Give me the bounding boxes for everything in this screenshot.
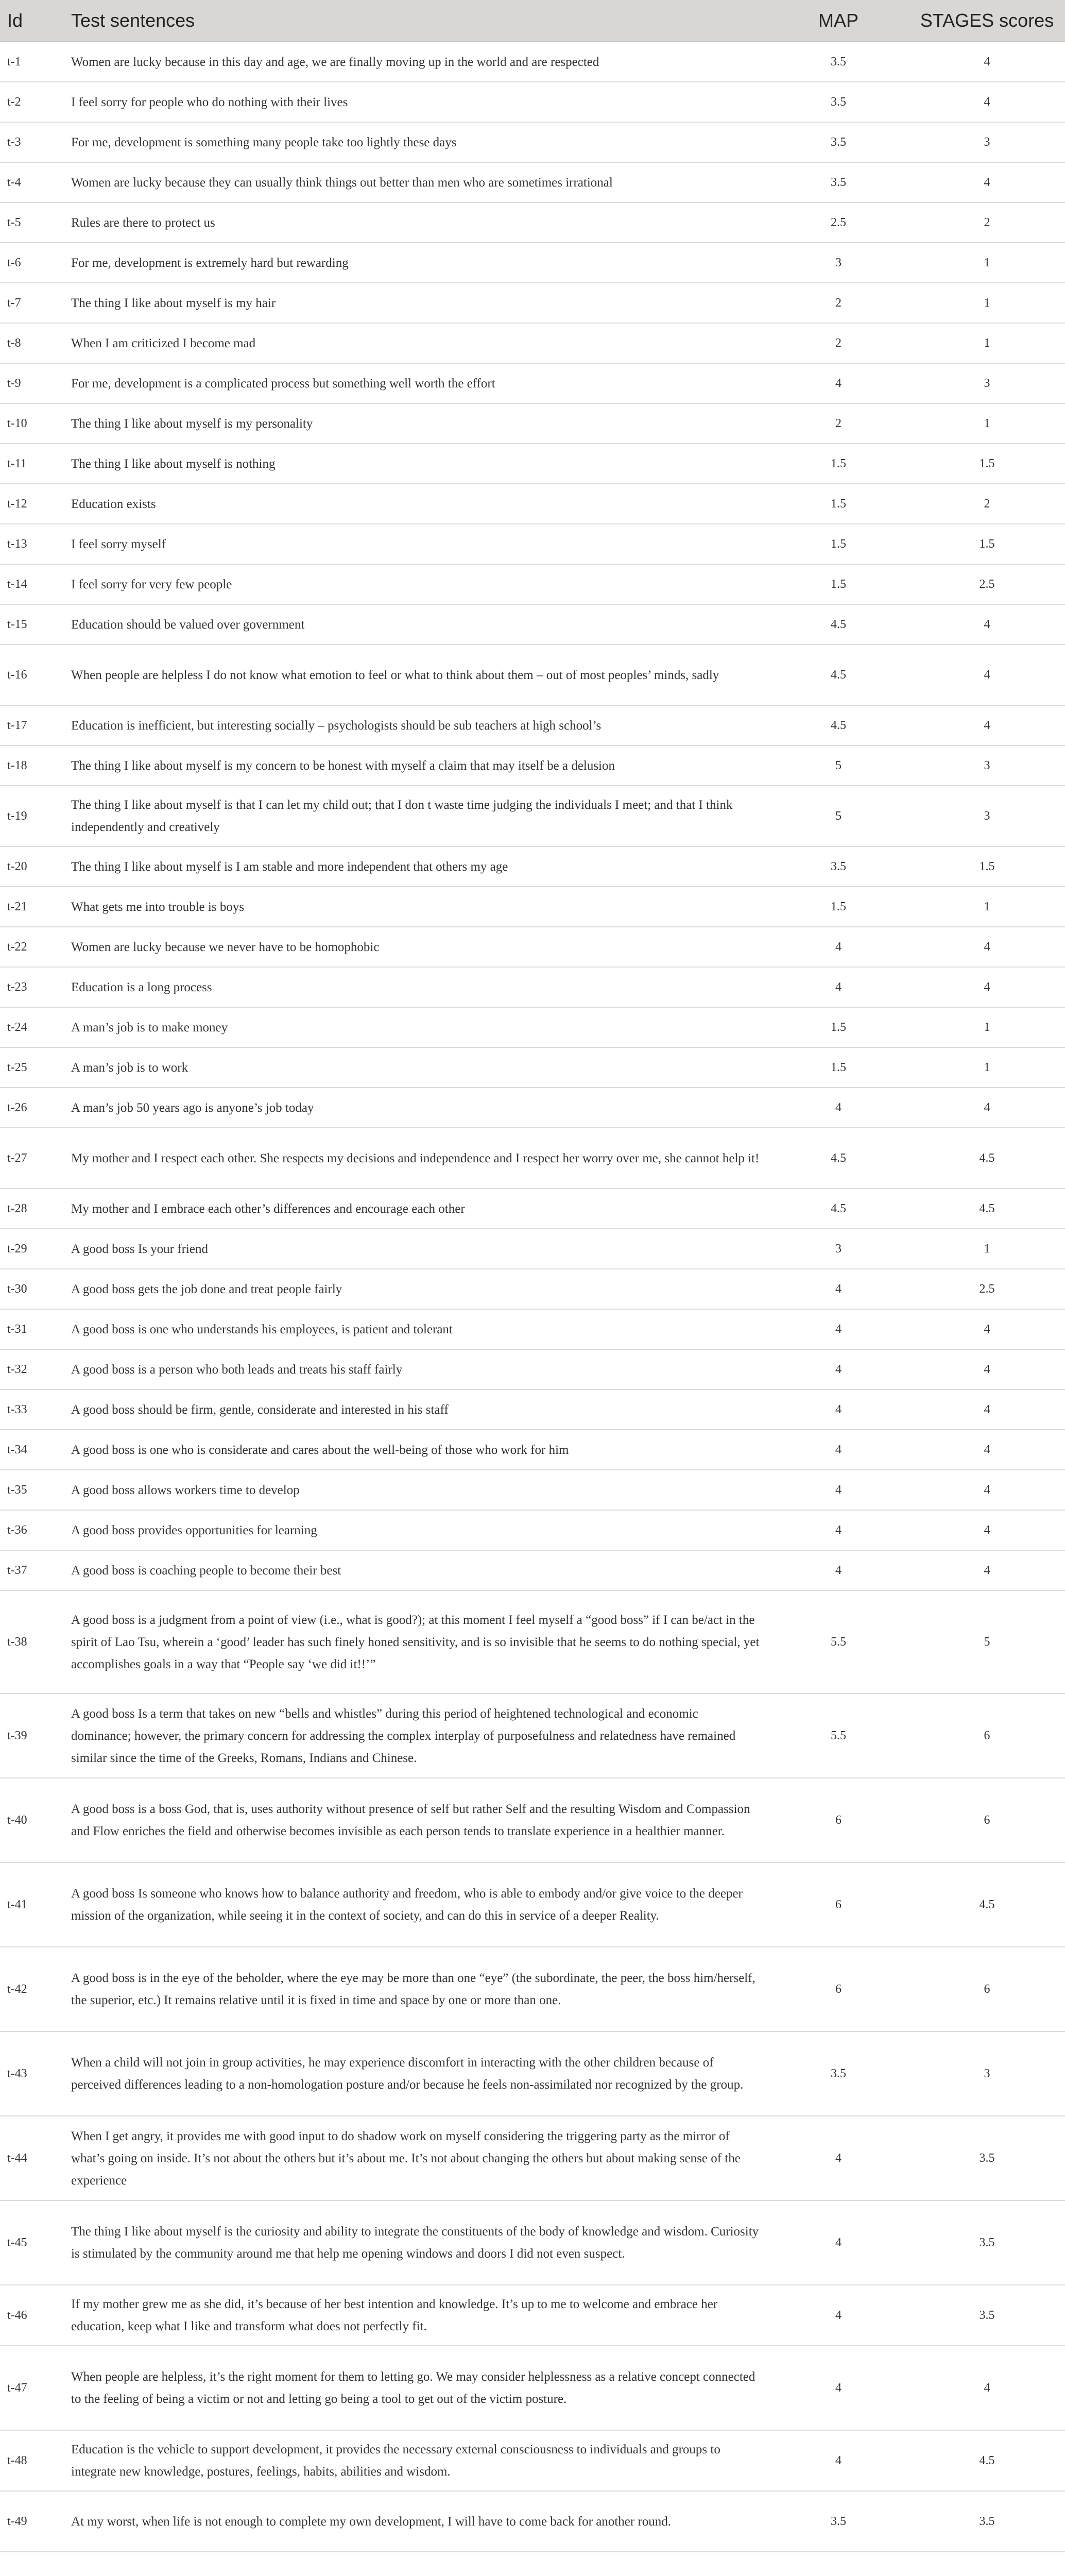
row-id: t-33 (0, 1389, 64, 1430)
row-map-score: 6 (768, 1862, 909, 1947)
row-stages-score: 4.5 (909, 1128, 1065, 1189)
table-row (0, 1470, 1065, 1510)
row-id: t-20 (0, 846, 64, 887)
row-map-score: 4 (768, 927, 909, 967)
row-id: t-16 (0, 645, 64, 705)
table-row (0, 1862, 1065, 1947)
row-sentence: My mother and I embrace each other’s differences and encourage each other (64, 1189, 768, 1229)
row-sentence: I feel sorry for people who do nothing with their lives (64, 82, 768, 122)
row-stages-score: 6 (909, 1778, 1065, 1862)
row-sentence: The thing I like about myself is my personality (64, 403, 768, 444)
row-id: t-28 (0, 1189, 64, 1229)
row-id: t-17 (0, 705, 64, 745)
table-row (0, 1510, 1065, 1550)
row-map-score: 6 (768, 1947, 909, 2031)
row-id: t-4 (0, 162, 64, 202)
row-map-score: 4 (768, 1430, 909, 1470)
row-map-score: 4 (768, 1550, 909, 1590)
table-row (0, 42, 1065, 82)
row-id: t-38 (0, 1590, 64, 1693)
row-sentence: A good boss is a boss God, that is, uses authority without presence of self but rather Self and the resulting Wisdom and Compassion and Flow enriches the field and otherwise becomes invisible as each person tends to translate experience in a healthier manner. (64, 1778, 768, 1862)
row-id: t-21 (0, 887, 64, 927)
row-stages-score: 2 (909, 202, 1065, 243)
row-id: t-23 (0, 967, 64, 1007)
table-row (0, 1590, 1065, 1693)
row-stages-score: 6 (909, 1947, 1065, 2031)
row-map-score: 2 (768, 403, 909, 444)
row-sentence: Education is inefficient, but interesting socially – psychologists should be sub teachers at high school’s (64, 705, 768, 745)
row-map-score: 4 (768, 2285, 909, 2346)
row-id: t-18 (0, 745, 64, 786)
row-sentence: My mother and I respect each other. She respects my decisions and independence and I respect her worry over me, she cannot help it! (64, 1128, 768, 1189)
row-map-score: 3.5 (768, 82, 909, 122)
row-map-score: 4.5 (768, 645, 909, 705)
row-sentence: When people are helpless I do not know what emotion to feel or what to think about them – out of most peoples’ minds, sadly (64, 645, 768, 705)
row-stages-score: 4 (909, 1550, 1065, 1590)
row-id: t-9 (0, 363, 64, 403)
row-id: t-27 (0, 1128, 64, 1189)
row-id: t-13 (0, 524, 64, 564)
row-sentence: Rules are there to protect us (64, 202, 768, 243)
row-map-score: 3.5 (768, 2031, 909, 2116)
row-stages-score: 3 (909, 2031, 1065, 2116)
table-row (0, 243, 1065, 283)
table-row (0, 1047, 1065, 1088)
row-sentence: For me, development is a complicated process but something well worth the effort (64, 363, 768, 403)
row-sentence: For me, development is extremely hard but rewarding (64, 243, 768, 283)
table-row (0, 283, 1065, 323)
row-map-score: 3.5 (768, 122, 909, 162)
row-sentence: I feel sorry for very few people (64, 564, 768, 604)
row-map-score: 4 (768, 363, 909, 403)
row-stages-score: 4.5 (909, 1189, 1065, 1229)
row-id: t-37 (0, 1550, 64, 1590)
row-map-score: 4.5 (768, 1189, 909, 1229)
row-id: t-6 (0, 243, 64, 283)
row-sentence: A good boss Is a term that takes on new “bells and whistles” during this period of heightened technological and economic dominance; however, the primary concern for addressing the complex interplay of purposefulness and relatedness have remained similar since the time of the Greeks, Romans, Indians and Chinese. (64, 1693, 768, 1778)
row-sentence: A good boss is in the eye of the beholder, where the eye may be more than one “eye” (the subordinate, the peer, the boss him/herself, the superior, etc.) It remains relative until it is fixed in time and space by one or more than one. (64, 1947, 768, 2031)
table-row (0, 786, 1065, 846)
row-stages-score (909, 2552, 1065, 2576)
header-stages-scores: STAGES scores (909, 0, 1065, 42)
table-row (0, 524, 1065, 564)
row-map-score (768, 2552, 909, 2576)
row-id: t-42 (0, 1947, 64, 2031)
table-row (0, 2491, 1065, 2552)
row-stages-score: 4 (909, 705, 1065, 745)
row-id: t-14 (0, 564, 64, 604)
table-row (0, 403, 1065, 444)
row-map-score: 4 (768, 2430, 909, 2491)
row-sentence: The thing I like about myself is my concern to be honest with myself a claim that may itself be a delusion (64, 745, 768, 786)
row-stages-score: 4.5 (909, 1862, 1065, 1947)
row-stages-score: 4 (909, 1510, 1065, 1550)
table-row (0, 645, 1065, 705)
table-row (0, 1128, 1065, 1189)
row-sentence: Women are lucky because we never have to be homophobic (64, 927, 768, 967)
row-stages-score: 3 (909, 363, 1065, 403)
table-body (0, 42, 1065, 2576)
row-map-score: 3 (768, 1229, 909, 1269)
table-row (0, 1430, 1065, 1470)
row-id: t-15 (0, 604, 64, 645)
header-test-sentences: Test sentences (64, 0, 768, 42)
row-map-score: 5 (768, 745, 909, 786)
row-sentence: Women are lucky because in this day and age, we are finally moving up in the world and are respected (64, 42, 768, 82)
row-sentence: The thing I like about myself is nothing (64, 444, 768, 484)
row-id: t-46 (0, 2285, 64, 2346)
row-stages-score: 6 (909, 1693, 1065, 1778)
row-stages-score: 1 (909, 1047, 1065, 1088)
row-sentence: A good boss is a judgment from a point of view (i.e., what is good?); at this moment I feel myself a “good boss” if I can be/act in the spirit of Lao Tsu, wherein a ‘good’ leader has such finely honed sensitivity, and is so invisible that he seems to do nothing special, yet accomplishes goals in a way that “People say ‘we did it!!’” (64, 1590, 768, 1693)
row-map-score: 4 (768, 1510, 909, 1550)
row-sentence: At my worst, when life is not enough to complete my own development, I will have to come back for another round. (64, 2491, 768, 2552)
row-stages-score: 1 (909, 1007, 1065, 1047)
row-stages-score: 4 (909, 1309, 1065, 1349)
row-stages-score: 3 (909, 745, 1065, 786)
table-row (0, 323, 1065, 363)
row-sentence: A good boss should be firm, gentle, considerate and interested in his staff (64, 1389, 768, 1430)
header-map: MAP (768, 0, 909, 42)
row-map-score: 1.5 (768, 524, 909, 564)
row-sentence: The thing I like about myself is the curiosity and ability to integrate the constituents of the body of knowledge and wisdom. Curiosity is stimulated by the community around me that help me opening windows and doors I did not even suspect. (64, 2200, 768, 2285)
row-sentence: When I get angry, it provides me with good input to do shadow work on myself considering the triggering party as the mirror of what’s going on inside. It’s not about the others but it’s about me. It’s not about changing the others but about making sense of the experience (64, 2116, 768, 2200)
table-row (0, 2552, 1065, 2576)
row-stages-score: 4 (909, 967, 1065, 1007)
table-row (0, 1693, 1065, 1778)
row-sentence: A good boss allows workers time to develop (64, 1470, 768, 1510)
table-row (0, 162, 1065, 202)
row-sentence: If my mother grew me as she did, it’s because of her best intention and knowledge. It’s up to me to welcome and embrace her education, keep what I like and transform what does not perfectly fit. (64, 2285, 768, 2346)
row-map-score: 3.5 (768, 42, 909, 82)
row-stages-score: 1 (909, 403, 1065, 444)
row-map-score: 5.5 (768, 1590, 909, 1693)
row-id: t-43 (0, 2031, 64, 2116)
row-sentence: The thing I like about myself is that I can let my child out; that I don t waste time judging the individuals I meet; and that I think independently and creatively (64, 786, 768, 846)
row-id: t-41 (0, 1862, 64, 1947)
row-id: t-2 (0, 82, 64, 122)
row-sentence: The thing I like about myself is my hair (64, 283, 768, 323)
header-row (0, 0, 1065, 42)
row-sentence: When people are helpless, it’s the right moment for them to letting go. We may consider helplessness as a relative concept connected to the feeling of being a victim or not and letting go being a tool to get out of the victim posture. (64, 2346, 768, 2430)
row-sentence: Education is the vehicle to support development, it provides the necessary external consciousness to individuals and groups to integrate new knowledge, postures, feelings, habits, abilities and wisdom. (64, 2430, 768, 2491)
row-map-score: 4 (768, 1269, 909, 1309)
row-map-score: 3.5 (768, 846, 909, 887)
row-stages-score: 1 (909, 323, 1065, 363)
row-id: t-36 (0, 1510, 64, 1550)
row-stages-score: 1.5 (909, 846, 1065, 887)
row-sentence: A man’s job is to make money (64, 1007, 768, 1047)
row-id: t-7 (0, 283, 64, 323)
row-id (0, 2552, 64, 2576)
row-stages-score: 4 (909, 2346, 1065, 2430)
row-sentence: A good boss is one who understands his employees, is patient and tolerant (64, 1309, 768, 1349)
row-map-score: 1.5 (768, 887, 909, 927)
row-stages-score: 5 (909, 1590, 1065, 1693)
row-map-score: 2 (768, 283, 909, 323)
table-row (0, 202, 1065, 243)
row-sentence: A good boss gets the job done and treat people fairly (64, 1269, 768, 1309)
row-map-score: 3.5 (768, 162, 909, 202)
table-row (0, 484, 1065, 524)
row-sentence: A good boss Is someone who knows how to balance authority and freedom, who is able to embody and/or give voice to the deeper mission of the organization, while seeing it in the context of society, and can do this in service of a deeper Reality. (64, 1862, 768, 1947)
row-map-score: 1.5 (768, 1007, 909, 1047)
row-id: t-44 (0, 2116, 64, 2200)
table-row (0, 2285, 1065, 2346)
row-map-score: 2.5 (768, 202, 909, 243)
table-row (0, 1088, 1065, 1128)
row-sentence: A man’s job 50 years ago is anyone’s job today (64, 1088, 768, 1128)
table-row (0, 887, 1065, 927)
row-map-score: 4 (768, 2116, 909, 2200)
row-id: t-29 (0, 1229, 64, 1269)
row-sentence: The thing I like about myself is I am stable and more independent that others my age (64, 846, 768, 887)
row-id: t-30 (0, 1269, 64, 1309)
row-id: t-48 (0, 2430, 64, 2491)
row-sentence: Education should be valued over government (64, 604, 768, 645)
table-row (0, 846, 1065, 887)
table-row (0, 444, 1065, 484)
row-stages-score: 3.5 (909, 2491, 1065, 2552)
row-stages-score: 3 (909, 122, 1065, 162)
row-map-score: 4.5 (768, 705, 909, 745)
table-row (0, 2031, 1065, 2116)
row-id: t-45 (0, 2200, 64, 2285)
row-id: t-3 (0, 122, 64, 162)
row-stages-score: 1 (909, 1229, 1065, 1269)
row-map-score: 5 (768, 786, 909, 846)
row-map-score: 4.5 (768, 1128, 909, 1189)
row-map-score: 1.5 (768, 484, 909, 524)
row-sentence: When a child will not join in group activities, he may experience discomfort in interacting with the other children because of perceived differences leading to a non-homologation posture and/or because he feels non-assimilated nor recognized by the group. (64, 2031, 768, 2116)
row-map-score: 4 (768, 967, 909, 1007)
row-stages-score: 4 (909, 1430, 1065, 1470)
row-map-score: 4 (768, 2200, 909, 2285)
table-row (0, 1349, 1065, 1389)
table-row (0, 2200, 1065, 2285)
table-row (0, 745, 1065, 786)
table-row (0, 1269, 1065, 1309)
row-stages-score: 4 (909, 82, 1065, 122)
row-map-score: 3.5 (768, 2491, 909, 2552)
table-row (0, 2346, 1065, 2430)
row-map-score: 4 (768, 1088, 909, 1128)
table-row (0, 1778, 1065, 1862)
row-id: t-12 (0, 484, 64, 524)
row-map-score: 4.5 (768, 604, 909, 645)
table-row (0, 705, 1065, 745)
table-row (0, 2430, 1065, 2491)
row-stages-score: 4 (909, 162, 1065, 202)
table-header (0, 0, 1065, 42)
table-row (0, 1550, 1065, 1590)
row-stages-score: 1.5 (909, 444, 1065, 484)
row-id: t-1 (0, 42, 64, 82)
header-id: Id (0, 0, 64, 42)
table-row (0, 1229, 1065, 1269)
row-stages-score: 4 (909, 1389, 1065, 1430)
row-sentence: A good boss provides opportunities for learning (64, 1510, 768, 1550)
row-id: t-10 (0, 403, 64, 444)
table-row (0, 1007, 1065, 1047)
row-map-score: 6 (768, 1778, 909, 1862)
table-row (0, 967, 1065, 1007)
table-row (0, 564, 1065, 604)
row-id: t-8 (0, 323, 64, 363)
row-map-score: 2 (768, 323, 909, 363)
row-id: t-26 (0, 1088, 64, 1128)
row-map-score: 1.5 (768, 444, 909, 484)
row-map-score: 1.5 (768, 1047, 909, 1088)
row-sentence: What gets me into trouble is boys (64, 887, 768, 927)
row-sentence: A good boss is one who is considerate and cares about the well-being of those who work for him (64, 1430, 768, 1470)
row-sentence: Education exists (64, 484, 768, 524)
row-sentence: When I am criticized I become mad (64, 323, 768, 363)
row-id: t-49 (0, 2491, 64, 2552)
table-row (0, 1389, 1065, 1430)
table-row (0, 1947, 1065, 2031)
row-map-score: 3 (768, 243, 909, 283)
row-stages-score: 4 (909, 604, 1065, 645)
row-id: t-35 (0, 1470, 64, 1510)
row-id: t-25 (0, 1047, 64, 1088)
table-row (0, 927, 1065, 967)
row-stages-score: 3.5 (909, 2285, 1065, 2346)
row-stages-score: 3.5 (909, 2200, 1065, 2285)
row-map-score: 4 (768, 2346, 909, 2430)
row-id: t-47 (0, 2346, 64, 2430)
table-row (0, 82, 1065, 122)
row-map-score: 1.5 (768, 564, 909, 604)
row-id: t-24 (0, 1007, 64, 1047)
row-stages-score: 4 (909, 1349, 1065, 1389)
row-stages-score: 1 (909, 283, 1065, 323)
row-id: t-34 (0, 1430, 64, 1470)
table-row (0, 1189, 1065, 1229)
table-row (0, 2116, 1065, 2200)
table-row (0, 1309, 1065, 1349)
row-stages-score: 4 (909, 1470, 1065, 1510)
row-map-score: 5.5 (768, 1693, 909, 1778)
row-id: t-11 (0, 444, 64, 484)
row-sentence: A good boss is a person who both leads and treats his staff fairly (64, 1349, 768, 1389)
row-id: t-22 (0, 927, 64, 967)
row-stages-score: 4 (909, 927, 1065, 967)
row-stages-score: 4 (909, 645, 1065, 705)
row-id: t-31 (0, 1309, 64, 1349)
row-map-score: 4 (768, 1349, 909, 1389)
row-sentence: Education is a long process (64, 967, 768, 1007)
row-sentence (64, 2552, 768, 2576)
row-id: t-39 (0, 1693, 64, 1778)
row-map-score: 4 (768, 1470, 909, 1510)
row-id: t-32 (0, 1349, 64, 1389)
row-sentence: A good boss is coaching people to become their best (64, 1550, 768, 1590)
row-map-score: 4 (768, 1309, 909, 1349)
row-sentence: Women are lucky because they can usually think things out better than men who are sometimes irrational (64, 162, 768, 202)
row-stages-score: 4 (909, 1088, 1065, 1128)
row-map-score: 4 (768, 1389, 909, 1430)
row-stages-score: 1 (909, 887, 1065, 927)
row-stages-score: 2.5 (909, 1269, 1065, 1309)
row-id: t-40 (0, 1778, 64, 1862)
row-sentence: A good boss Is your friend (64, 1229, 768, 1269)
row-stages-score: 2.5 (909, 564, 1065, 604)
row-stages-score: 3 (909, 786, 1065, 846)
row-stages-score: 4.5 (909, 2430, 1065, 2491)
row-sentence: A man’s job is to work (64, 1047, 768, 1088)
row-id: t-5 (0, 202, 64, 243)
table-row (0, 604, 1065, 645)
row-stages-score: 2 (909, 484, 1065, 524)
row-id: t-19 (0, 786, 64, 846)
row-stages-score: 1 (909, 243, 1065, 283)
row-stages-score: 4 (909, 42, 1065, 82)
table-row (0, 363, 1065, 403)
row-sentence: I feel sorry myself (64, 524, 768, 564)
row-sentence: For me, development is something many people take too lightly these days (64, 122, 768, 162)
row-stages-score: 3.5 (909, 2116, 1065, 2200)
row-stages-score: 1.5 (909, 524, 1065, 564)
table-row (0, 122, 1065, 162)
